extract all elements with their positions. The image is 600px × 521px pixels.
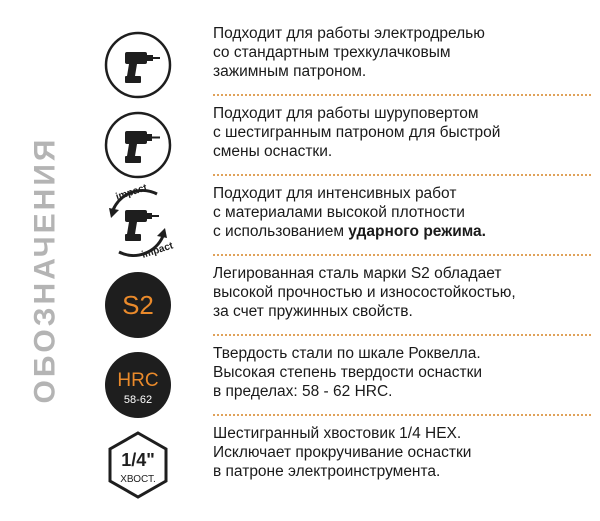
impact-label-top: impact: [114, 182, 149, 203]
hex-text-line-3: в патроне электроинструмента.: [213, 463, 441, 480]
legend-row-hrc: [95, 344, 585, 424]
legend-row-screwdriver: [95, 104, 585, 184]
hex-badge-text: 1/4": [121, 450, 155, 470]
impact-text-line-1: Подходит для интенсивных работ: [213, 185, 457, 202]
drill-text-line-3: зажимным патроном.: [213, 63, 367, 80]
s2-text-line-3: за счет пружинных свойств.: [213, 303, 413, 320]
divider: [213, 174, 591, 176]
impact-text-prefix: с использованием: [213, 223, 349, 240]
divider: [213, 334, 591, 336]
hrc-hardness-icon: [103, 350, 173, 420]
impact-text-line-2: с материалами высокой плотности: [213, 204, 465, 221]
hex-badge-subtext: ХВОСТ.: [120, 474, 156, 485]
hrc-text-line-3: в пределах: 58 - 62 HRC.: [213, 383, 393, 400]
divider: [213, 254, 591, 256]
legend-row-s2: [95, 264, 585, 344]
s2-text-line-2: высокой прочностью и износостойкостью,: [213, 284, 516, 301]
drill-icon: [103, 30, 173, 100]
s2-badge-text: S2: [122, 290, 154, 320]
impact-driver-icon: [95, 180, 181, 266]
hrc-badge-text: HRC: [117, 370, 159, 391]
divider: [213, 414, 591, 416]
screwdriver-icon: [103, 110, 173, 180]
hrc-text-line-2: Высокая степень твердости оснастки: [213, 364, 483, 381]
s2-text-line-1: Легированная сталь марки S2 обладает: [213, 265, 502, 282]
legend-row-impact: [95, 184, 585, 264]
hex-shank-icon: [103, 430, 173, 500]
impact-text-line-3: [213, 222, 583, 241]
s2-steel-icon: [103, 270, 173, 340]
divider: [213, 94, 591, 96]
drill-text-line-1: Подходит для работы электродрелью: [213, 25, 485, 42]
side-title-text: ОБОЗНАЧЕНИЯ: [28, 136, 62, 404]
screwdriver-text-line-2: с шестигранным патроном для быстрой: [213, 124, 501, 141]
hex-text-line-2: Исключает прокручивание оснастки: [213, 444, 472, 461]
screwdriver-text-line-3: смены оснастки.: [213, 143, 333, 160]
legend-row-drill: [95, 24, 585, 104]
impact-label-bottom: impact: [140, 240, 175, 261]
side-title: [28, 136, 62, 404]
hrc-text-line-1: Твердость стали по шкале Роквелла.: [213, 345, 481, 362]
impact-text-bold: ударного режима.: [348, 223, 486, 240]
legend-row-hex: [95, 424, 585, 504]
screwdriver-text-line-1: Подходит для работы шуруповертом: [213, 105, 479, 122]
hex-text-line-1: Шестигранный хвостовик 1/4 HEX.: [213, 425, 462, 442]
drill-text-line-2: со стандартным трехкулачковым: [213, 44, 451, 61]
hrc-badge-subtext: 58-62: [123, 394, 153, 406]
